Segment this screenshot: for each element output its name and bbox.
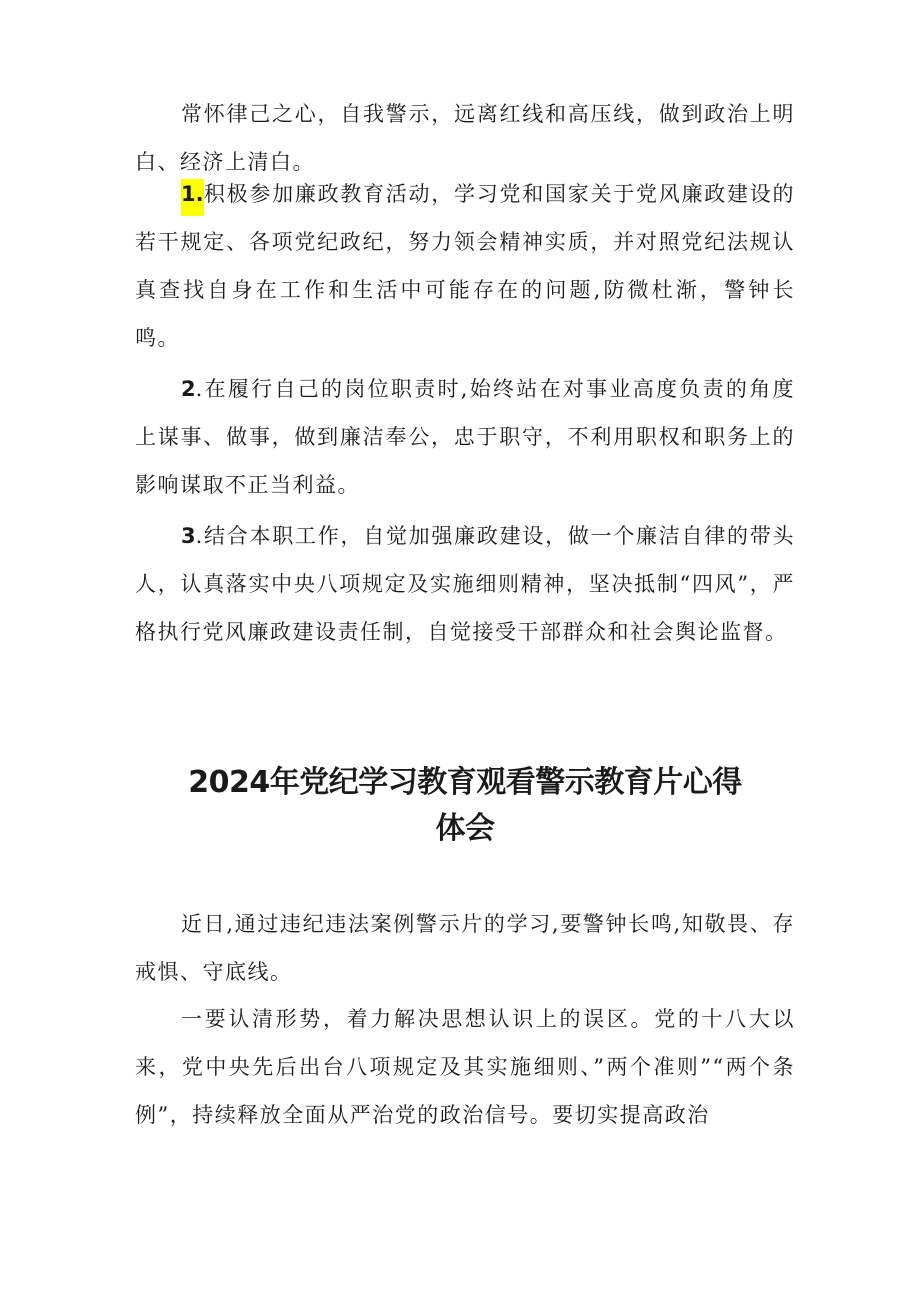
list-item-1 [135, 170, 795, 362]
section-title-line-1: 2024年党纪学习教育观看警示教育片心得 [188, 765, 742, 800]
paragraph-first-point-text: 一要认清形势，着力解决思想认识上的误区。党的十八大以来，党中央先后出台八项规定及其实施细则、”两个准则”“两个条例”，持续释放全面从严治党的政治信号。要切实提高政治 [135, 1007, 795, 1127]
paragraph-recent [135, 900, 795, 996]
list-item-1-number: 1. [181, 179, 204, 216]
list-item-3-text: .结合本职工作，自觉加强廉政建设，做一个廉洁自律的带头人，认真落实中央八项规定及实施细则精神，坚决抵制“四风”，严格执行党风廉政建设责任制，自觉接受干部群众和社会舆论监督。 [135, 524, 795, 644]
section-title-line-2: 体会 [435, 811, 495, 846]
list-item-1-text: 积极参加廉政教育活动，学习党和国家关于党风廉政建设的若干规定、各项党纪政纪，努力领会精神实质，并对照党纪法规认真查找自身在工作和生活中可能存在的问题,防微杜渐，警钟长鸣。 [135, 182, 795, 350]
list-item-3-number: 3 [181, 524, 196, 548]
paragraph-first-point [135, 995, 795, 1139]
list-item-2 [135, 365, 795, 509]
list-item-3 [135, 512, 795, 656]
list-item-2-text: .在履行自己的岗位职责时,始终站在对事业高度负责的角度上谋事、做事，做到廉洁奉公，忠于职守，不利用职权和职务上的影响谋取不正当利益。 [135, 377, 795, 497]
list-item-2-number: 2 [181, 377, 196, 401]
section-title [135, 760, 795, 852]
paragraph-intro-text: 常怀律己之心，自我警示，远离红线和高压线，做到政治上明白、经济上清白。 [135, 102, 795, 174]
paragraph-recent-text: 近日,通过违纪违法案例警示片的学习,要警钟长鸣,知敬畏、存戒惧、守底线。 [135, 912, 795, 984]
